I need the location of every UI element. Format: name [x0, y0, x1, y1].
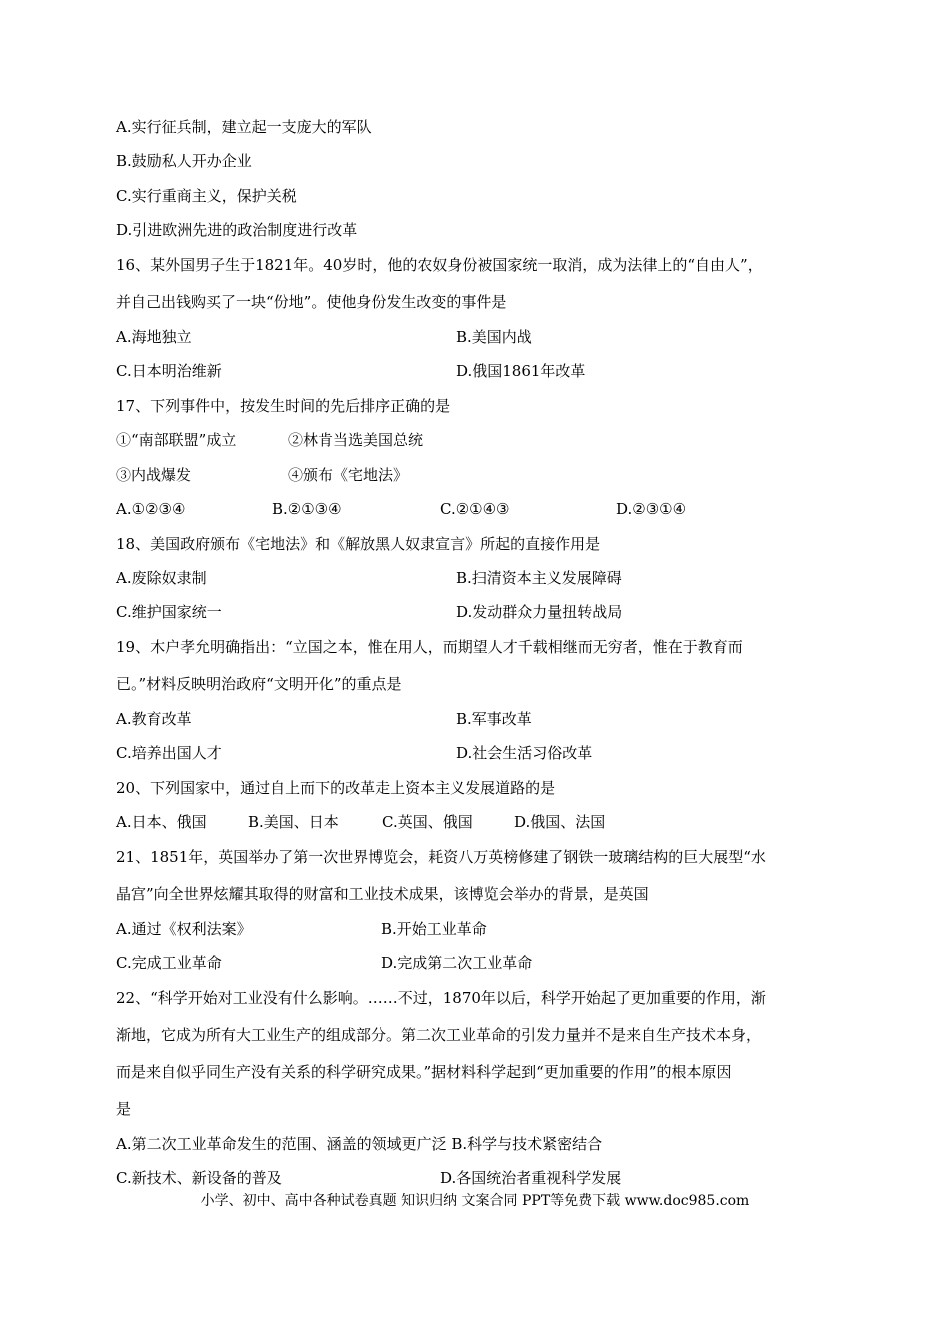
- q16-option-b: B.美国内战: [456, 328, 532, 346]
- q16-options-row1: [116, 327, 836, 347]
- q21-option-d: D.完成第二次工业革命: [381, 954, 533, 972]
- q21-option-b: B.开始工业革命: [381, 920, 487, 938]
- q19-options-row2: [116, 743, 836, 763]
- q17-items-row1: [116, 430, 836, 450]
- q17-item-4: ④颁布《宅地法》: [288, 466, 409, 484]
- q17-item-2: ②林肯当选美国总统: [288, 431, 424, 449]
- q17-stem: 17、下列事件中，按发生时间的先后排序正确的是: [116, 397, 451, 415]
- q18-option-c: C.维护国家统一: [116, 603, 222, 621]
- q16-option-c: C.日本明治维新: [116, 362, 222, 380]
- q18-option-d: D.发动群众力量扭转战局: [456, 603, 623, 621]
- q17-option-d: D.②③①④: [616, 500, 687, 518]
- q22-stem-line3: 而是来自似乎同生产没有关系的科学研究成果。”据材料科学起到“更加重要的作用”的根本原因: [116, 1063, 732, 1081]
- q22-option-d: D.各国统治者重视科学发展: [440, 1169, 622, 1187]
- q20-option-d: D.俄国、法国: [514, 813, 606, 831]
- q19-stem-line1: 19、木户孝允明确指出：“立国之本，惟在用人，而期望人才千载相继而无穷者，惟在于教育而: [116, 638, 743, 656]
- q20-option-a: A.日本、俄国: [116, 813, 207, 831]
- q18-options-row1: [116, 568, 836, 588]
- q21-stem-line1: 21、1851年，英国举办了第一次世界博览会，耗资八万英榜修建了钢铁一玻璃结构的巨大展型“水: [116, 848, 766, 866]
- q22-option-c: C.新技术、新设备的普及: [116, 1169, 282, 1187]
- q20-option-b: B.美国、日本: [248, 813, 339, 831]
- q17-options: [116, 499, 836, 519]
- q16-option-d: D.俄国1861年改革: [456, 362, 586, 380]
- q19-option-d: D.社会生活习俗改革: [456, 744, 593, 762]
- q20-stem: 20、下列国家中，通过自上而下的改革走上资本主义发展道路的是: [116, 779, 556, 797]
- q22-stem-line1: 22、“科学开始对工业没有什么影响。……不过，1870年以后，科学开始起了更加重要的作用，渐: [116, 989, 766, 1007]
- q17-option-b: B.②①③④: [272, 500, 342, 518]
- q18-option-a: A.废除奴隶制: [116, 569, 207, 587]
- q17-option-c: C.②①④③: [440, 500, 510, 518]
- q15-option-b: B.鼓励私人开办企业: [116, 152, 252, 170]
- q18-options-row2: [116, 602, 836, 622]
- q19-option-c: C.培养出国人才: [116, 744, 222, 762]
- q21-stem-line2: 晶宫”向全世界炫耀其取得的财富和工业技术成果，该博览会举办的背景，是英国: [116, 885, 649, 903]
- q16-stem-line1: 16、某外国男子生于1821年。40岁时，他的农奴身份被国家统一取消，成为法律上的“自由人”，: [116, 256, 763, 274]
- q17-item-1: ①“南部联盟”成立: [116, 431, 237, 449]
- q21-option-c: C.完成工业革命: [116, 954, 222, 972]
- q18-stem: 18、美国政府颁布《宅地法》和《解放黑人奴隶宣言》所起的直接作用是: [116, 535, 601, 553]
- q21-options-row2: [116, 953, 836, 973]
- q19-option-a: A.教育改革: [116, 710, 192, 728]
- q16-option-a: A.海地独立: [116, 328, 192, 346]
- q19-stem-line2: 已。”材料反映明治政府“文明开化”的重点是: [116, 675, 402, 693]
- q21-options-row1: [116, 919, 836, 939]
- q16-options-row2: [116, 361, 836, 381]
- q15-option-c: C.实行重商主义，保护关税: [116, 187, 297, 205]
- q17-option-a: A.①②③④: [116, 500, 186, 518]
- q17-item-3: ③内战爆发: [116, 466, 192, 484]
- q21-option-a: A.通过《权利法案》: [116, 920, 252, 938]
- q20-option-c: C.英国、俄国: [382, 813, 473, 831]
- q18-option-b: B.扫清资本主义发展障碍: [456, 569, 622, 587]
- q19-option-b: B.军事改革: [456, 710, 532, 728]
- q16-stem-line2: 并自己出钱购买了一块“份地”。使他身份发生改变的事件是: [116, 293, 507, 311]
- q17-items-row2: [116, 465, 836, 485]
- q15-option-d: D.引进欧洲先进的政治制度进行改革: [116, 221, 358, 239]
- q22-options-row2: [116, 1168, 836, 1188]
- q15-option-a: A.实行征兵制，建立起一支庞大的军队: [116, 118, 372, 136]
- page-footer: 小学、初中、高中各种试卷真题 知识归纳 文案合同 PPT等免费下载 www.doc985.com: [200, 1193, 750, 1209]
- q19-options-row1: [116, 709, 836, 729]
- q22-option-ab: A.第二次工业革命发生的范围、涵盖的领域更广泛 B.科学与技术紧密结合: [116, 1135, 603, 1153]
- q22-stem-line4: 是: [116, 1100, 132, 1118]
- q22-stem-line2: 渐地，它成为所有大工业生产的组成部分。第二次工业革命的引发力量并不是来自生产技术本身，: [116, 1026, 762, 1044]
- q20-options: [116, 812, 836, 832]
